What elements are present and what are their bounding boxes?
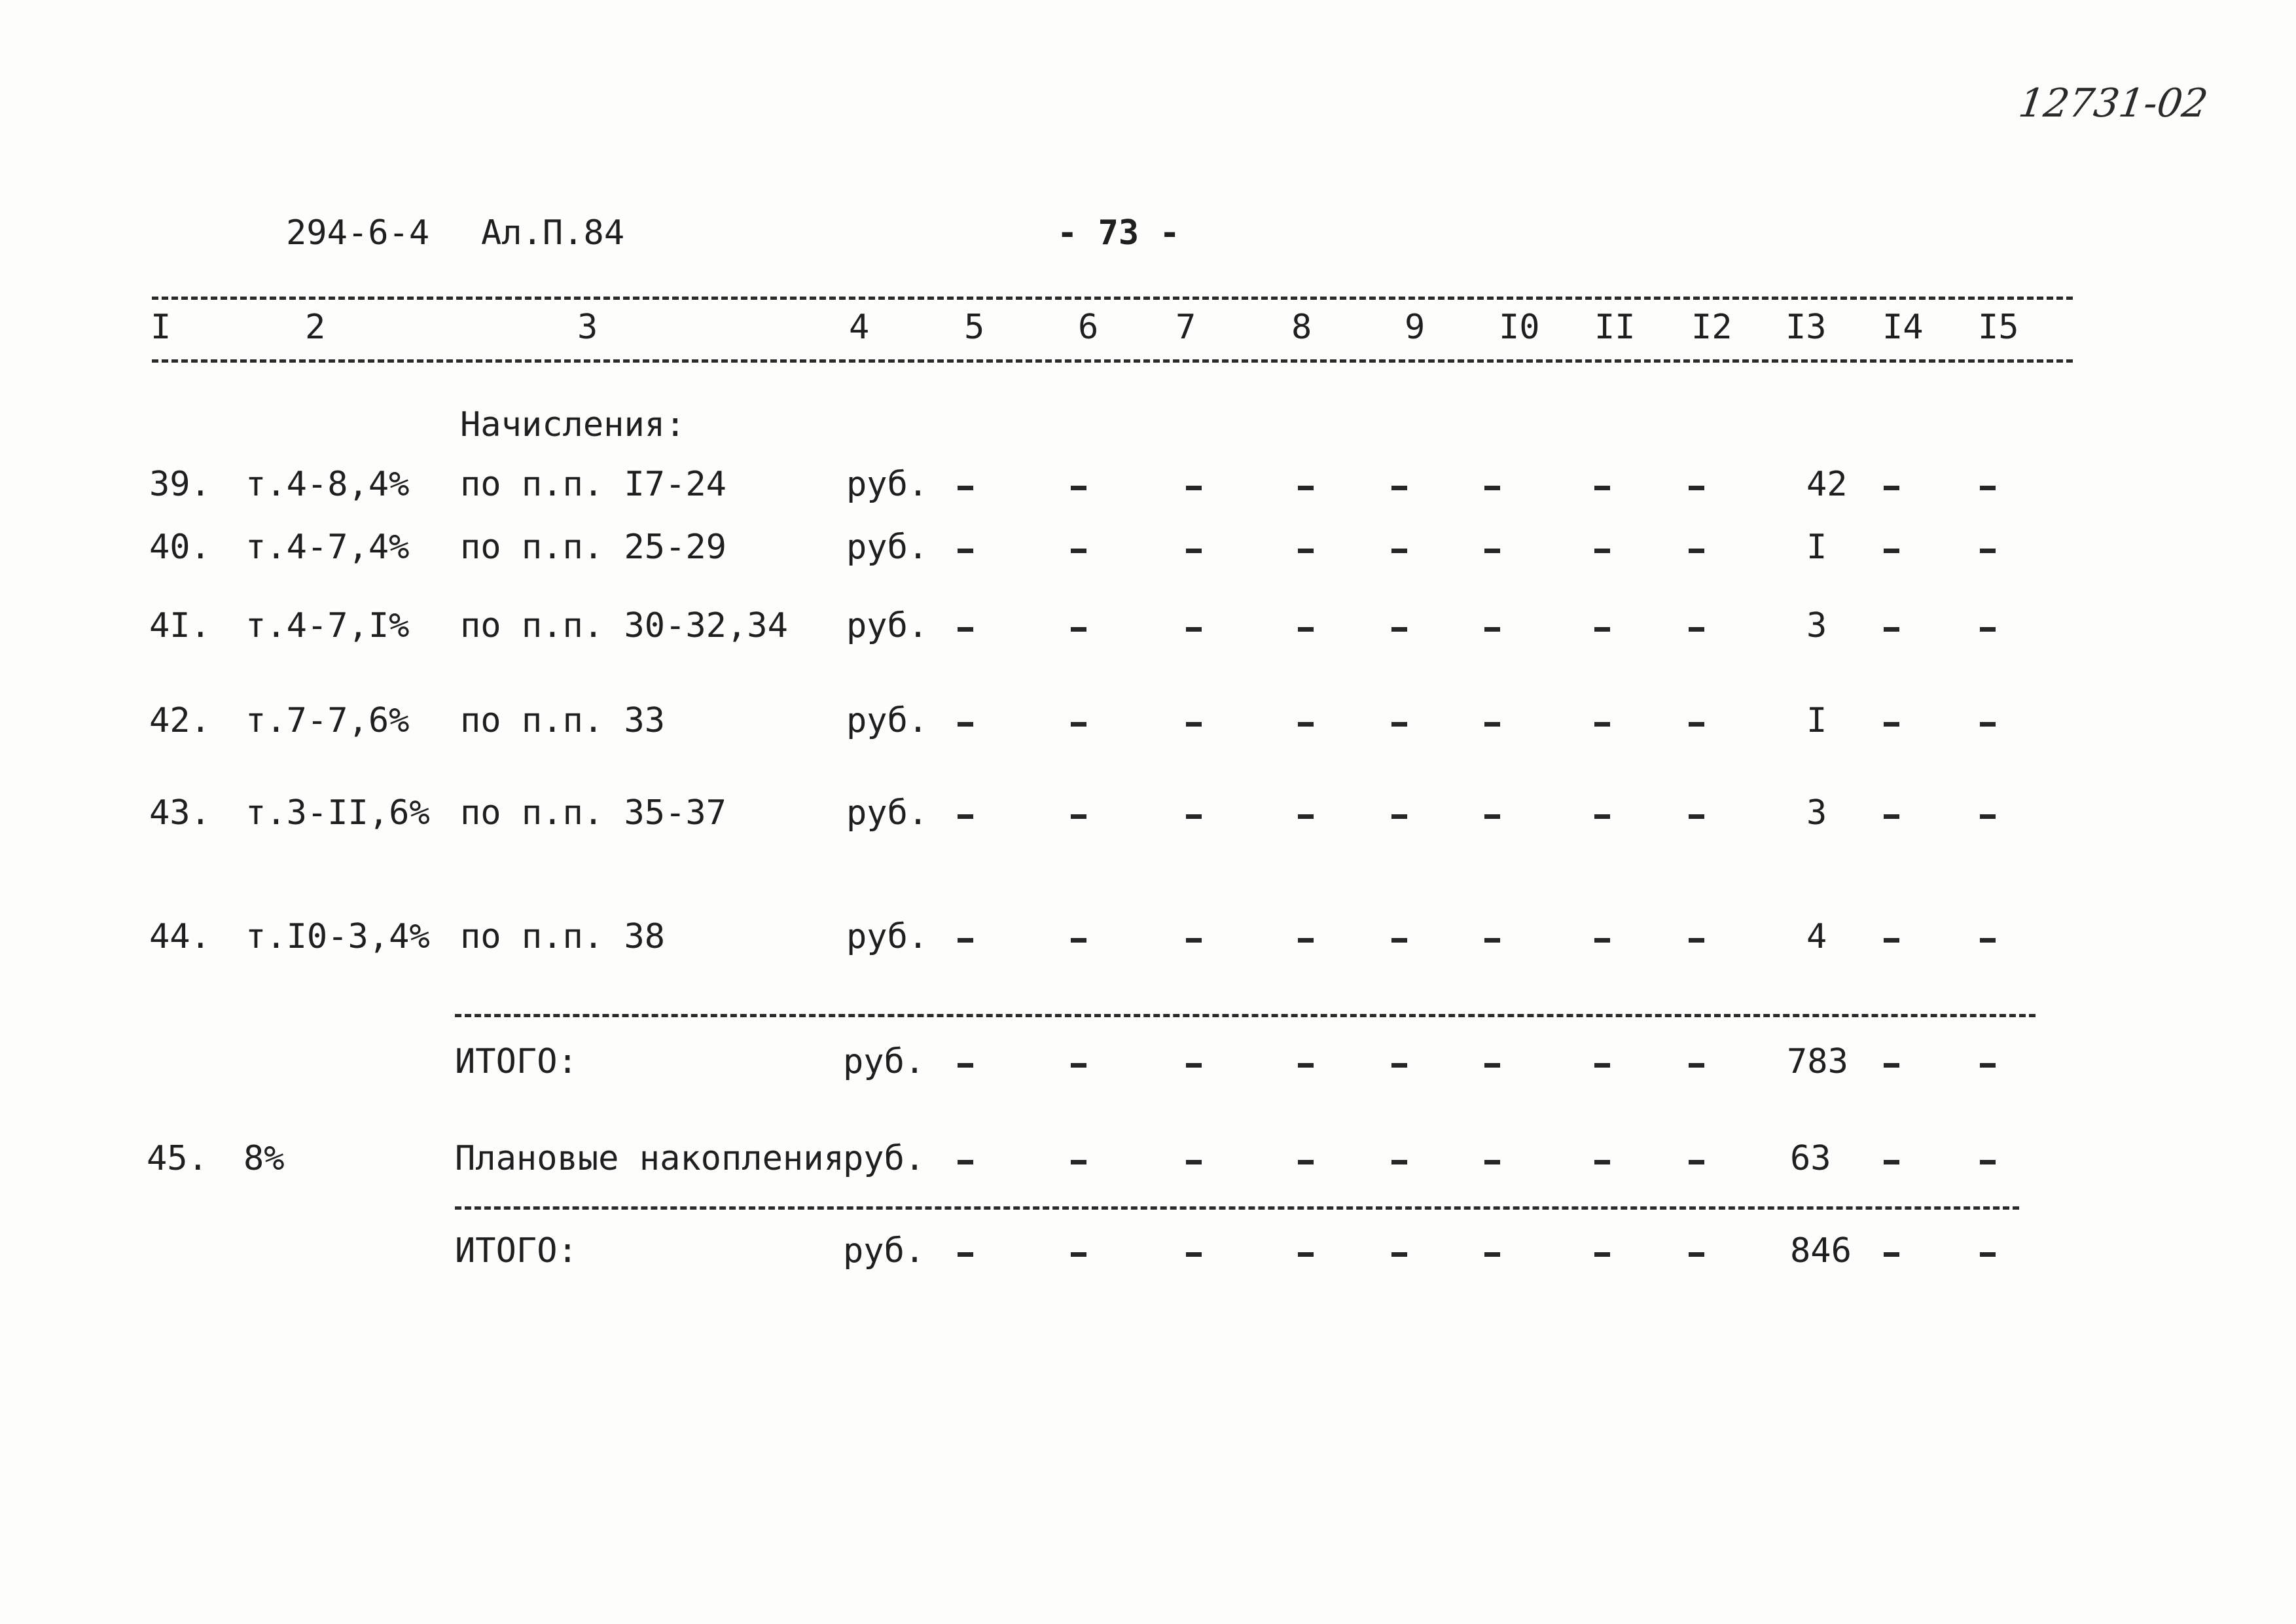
column-header-1: I bbox=[151, 308, 171, 347]
row-norm: т.7-7,6% bbox=[245, 701, 410, 740]
empty-cell-dash bbox=[958, 627, 973, 632]
empty-cell-dash bbox=[1980, 486, 1996, 490]
empty-cell-dash bbox=[1071, 1063, 1086, 1068]
row-number: 42. bbox=[149, 701, 211, 740]
row-unit: руб. bbox=[846, 606, 929, 645]
empty-cell-dash bbox=[1071, 938, 1086, 943]
empty-cell-dash bbox=[1071, 627, 1086, 632]
empty-cell-dash bbox=[1071, 722, 1086, 727]
column-header-4: 4 bbox=[849, 308, 870, 347]
row-number: 4I. bbox=[149, 606, 211, 645]
empty-cell-dash bbox=[1594, 722, 1610, 727]
empty-cell-dash bbox=[1884, 627, 1899, 632]
row-norm: т.3-II,6% bbox=[245, 793, 430, 833]
row-value-col13: 846 bbox=[1790, 1231, 1852, 1271]
empty-cell-dash bbox=[1689, 549, 1704, 553]
document-code: 294-6-4 bbox=[286, 213, 430, 253]
empty-cell-dash bbox=[1391, 627, 1407, 632]
empty-cell-dash bbox=[958, 1063, 973, 1068]
empty-cell-dash bbox=[1484, 1252, 1500, 1257]
column-header-8: 8 bbox=[1291, 308, 1312, 347]
empty-cell-dash bbox=[1689, 814, 1704, 819]
empty-cell-dash bbox=[1980, 1160, 1996, 1164]
empty-cell-dash bbox=[1071, 549, 1086, 553]
empty-cell-dash bbox=[1186, 549, 1202, 553]
section-title: Начисления: bbox=[460, 405, 686, 444]
row-value-col13: I bbox=[1806, 701, 1827, 740]
empty-cell-dash bbox=[958, 549, 973, 553]
empty-cell-dash bbox=[1980, 549, 1996, 553]
column-header-12: I2 bbox=[1691, 308, 1732, 347]
row-description: по п.п. 30-32,34 bbox=[460, 606, 788, 645]
empty-cell-dash bbox=[1594, 486, 1610, 490]
empty-cell-dash bbox=[1980, 722, 1996, 727]
row-value-col13: 3 bbox=[1806, 606, 1827, 645]
row-norm: т.4-7,I% bbox=[245, 606, 410, 645]
empty-cell-dash bbox=[1689, 1160, 1704, 1164]
empty-cell-dash bbox=[1980, 627, 1996, 632]
empty-cell-dash bbox=[1689, 1252, 1704, 1257]
column-header-14: I4 bbox=[1882, 308, 1924, 347]
empty-cell-dash bbox=[1980, 938, 1996, 943]
empty-cell-dash bbox=[1298, 1160, 1314, 1164]
empty-cell-dash bbox=[1689, 1063, 1704, 1068]
row-norm: 8% bbox=[243, 1139, 285, 1178]
row-unit: руб. bbox=[843, 1231, 925, 1271]
total-rule bbox=[455, 1206, 2019, 1210]
empty-cell-dash bbox=[1689, 938, 1704, 943]
empty-cell-dash bbox=[1594, 1252, 1610, 1257]
empty-cell-dash bbox=[1884, 1063, 1899, 1068]
row-unit: руб. bbox=[843, 1139, 925, 1178]
empty-cell-dash bbox=[1484, 1160, 1500, 1164]
empty-cell-dash bbox=[1884, 814, 1899, 819]
empty-cell-dash bbox=[1186, 1063, 1202, 1068]
empty-cell-dash bbox=[1186, 1252, 1202, 1257]
empty-cell-dash bbox=[1594, 549, 1610, 553]
empty-cell-dash bbox=[1186, 1160, 1202, 1164]
empty-cell-dash bbox=[958, 486, 973, 490]
empty-cell-dash bbox=[1689, 486, 1704, 490]
row-value-col13: 63 bbox=[1790, 1139, 1831, 1178]
row-description: ИТОГО: bbox=[455, 1042, 578, 1081]
empty-cell-dash bbox=[1980, 1252, 1996, 1257]
row-unit: руб. bbox=[846, 528, 929, 567]
row-unit: руб. bbox=[846, 465, 929, 504]
column-header-9: 9 bbox=[1405, 308, 1426, 347]
row-unit: руб. bbox=[846, 793, 929, 833]
header-bottom-rule bbox=[152, 359, 2073, 363]
empty-cell-dash bbox=[1391, 722, 1407, 727]
column-header-15: I5 bbox=[1978, 308, 2019, 347]
empty-cell-dash bbox=[1391, 938, 1407, 943]
column-header-2: 2 bbox=[305, 308, 326, 347]
row-norm: т.4-8,4% bbox=[245, 465, 410, 504]
empty-cell-dash bbox=[1594, 1160, 1610, 1164]
empty-cell-dash bbox=[1884, 722, 1899, 727]
column-header-13: I3 bbox=[1785, 308, 1827, 347]
row-number: 39. bbox=[149, 465, 211, 504]
column-header-3: 3 bbox=[577, 308, 598, 347]
column-header-10: I0 bbox=[1499, 308, 1540, 347]
empty-cell-dash bbox=[1186, 938, 1202, 943]
row-description: по п.п. I7-24 bbox=[460, 465, 726, 504]
empty-cell-dash bbox=[1594, 814, 1610, 819]
empty-cell-dash bbox=[1071, 1252, 1086, 1257]
subtotal-rule bbox=[455, 1014, 2036, 1017]
empty-cell-dash bbox=[1884, 1252, 1899, 1257]
empty-cell-dash bbox=[1186, 627, 1202, 632]
empty-cell-dash bbox=[1298, 1252, 1314, 1257]
empty-cell-dash bbox=[1298, 722, 1314, 727]
empty-cell-dash bbox=[1594, 1063, 1610, 1068]
empty-cell-dash bbox=[958, 938, 973, 943]
empty-cell-dash bbox=[1391, 549, 1407, 553]
row-number: 45. bbox=[147, 1139, 208, 1178]
row-description: Плановые накопления bbox=[455, 1139, 844, 1178]
row-unit: руб. bbox=[846, 917, 929, 956]
empty-cell-dash bbox=[1484, 486, 1500, 490]
row-description: по п.п. 38 bbox=[460, 917, 666, 956]
empty-cell-dash bbox=[1186, 722, 1202, 727]
empty-cell-dash bbox=[958, 814, 973, 819]
empty-cell-dash bbox=[1298, 486, 1314, 490]
row-number: 40. bbox=[149, 528, 211, 567]
empty-cell-dash bbox=[1071, 814, 1086, 819]
row-description: по п.п. 25-29 bbox=[460, 528, 726, 567]
column-header-5: 5 bbox=[964, 308, 985, 347]
empty-cell-dash bbox=[1689, 627, 1704, 632]
empty-cell-dash bbox=[1594, 938, 1610, 943]
empty-cell-dash bbox=[1071, 486, 1086, 490]
empty-cell-dash bbox=[1884, 1160, 1899, 1164]
empty-cell-dash bbox=[1391, 1252, 1407, 1257]
empty-cell-dash bbox=[1484, 814, 1500, 819]
empty-cell-dash bbox=[1484, 1063, 1500, 1068]
header-top-rule bbox=[152, 297, 2073, 300]
row-norm: т.I0-3,4% bbox=[245, 917, 430, 956]
empty-cell-dash bbox=[1884, 549, 1899, 553]
empty-cell-dash bbox=[1980, 814, 1996, 819]
empty-cell-dash bbox=[1391, 1160, 1407, 1164]
page-number: - 73 - bbox=[1057, 213, 1180, 253]
column-header-6: 6 bbox=[1078, 308, 1099, 347]
row-number: 43. bbox=[149, 793, 211, 833]
row-value-col13: 783 bbox=[1787, 1042, 1848, 1081]
column-header-7: 7 bbox=[1175, 308, 1196, 347]
empty-cell-dash bbox=[1391, 486, 1407, 490]
empty-cell-dash bbox=[1484, 627, 1500, 632]
row-description: ИТОГО: bbox=[455, 1231, 578, 1271]
row-number: 44. bbox=[149, 917, 211, 956]
empty-cell-dash bbox=[1391, 814, 1407, 819]
row-value-col13: 4 bbox=[1806, 917, 1827, 956]
empty-cell-dash bbox=[1980, 1063, 1996, 1068]
empty-cell-dash bbox=[1186, 486, 1202, 490]
empty-cell-dash bbox=[1391, 1063, 1407, 1068]
empty-cell-dash bbox=[1884, 938, 1899, 943]
album-reference: Ал.П.84 bbox=[481, 213, 625, 253]
empty-cell-dash bbox=[958, 1252, 973, 1257]
empty-cell-dash bbox=[1298, 549, 1314, 553]
row-value-col13: 3 bbox=[1806, 793, 1827, 833]
empty-cell-dash bbox=[1071, 1160, 1086, 1164]
empty-cell-dash bbox=[1186, 814, 1202, 819]
empty-cell-dash bbox=[1298, 627, 1314, 632]
empty-cell-dash bbox=[1298, 938, 1314, 943]
row-unit: руб. bbox=[846, 701, 929, 740]
empty-cell-dash bbox=[1484, 549, 1500, 553]
row-description: по п.п. 33 bbox=[460, 701, 666, 740]
column-header-11: II bbox=[1594, 308, 1636, 347]
empty-cell-dash bbox=[1689, 722, 1704, 727]
row-norm: т.4-7,4% bbox=[245, 528, 410, 567]
row-unit: руб. bbox=[843, 1042, 925, 1081]
empty-cell-dash bbox=[1298, 814, 1314, 819]
empty-cell-dash bbox=[1298, 1063, 1314, 1068]
empty-cell-dash bbox=[958, 722, 973, 727]
empty-cell-dash bbox=[1884, 486, 1899, 490]
row-description: по п.п. 35-37 bbox=[460, 793, 726, 833]
empty-cell-dash bbox=[958, 1160, 973, 1164]
archive-number-stamp: 12731-02 bbox=[2016, 81, 2211, 126]
empty-cell-dash bbox=[1484, 938, 1500, 943]
row-value-col13: I bbox=[1806, 528, 1827, 567]
empty-cell-dash bbox=[1484, 722, 1500, 727]
row-value-col13: 42 bbox=[1806, 465, 1848, 504]
empty-cell-dash bbox=[1594, 627, 1610, 632]
